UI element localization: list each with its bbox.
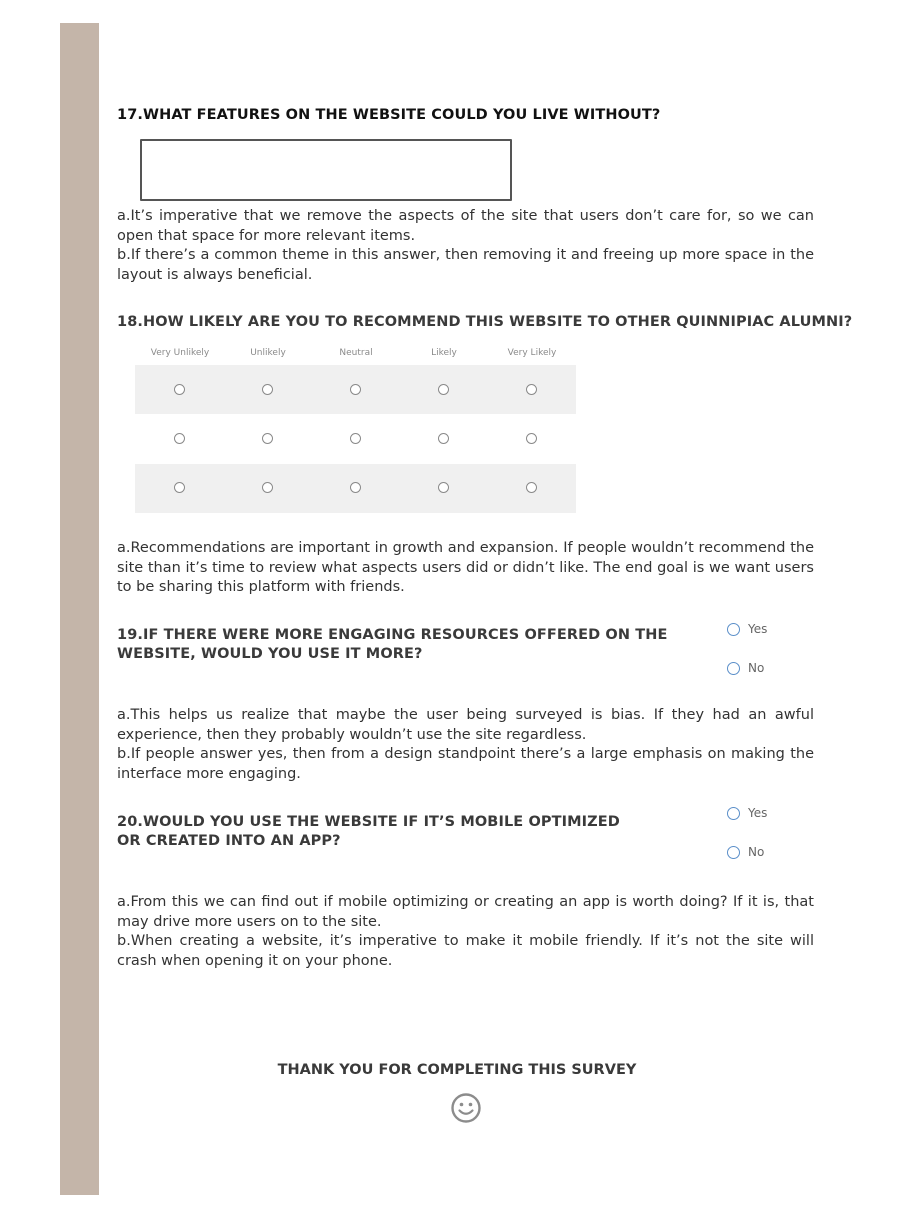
question-19-notes (117, 706, 814, 785)
question-19-note-a: a.This helps us realize that maybe the user being surveyed is bias. If they had an awful experience, then they probably wouldn’t use the site regardless. (117, 707, 814, 743)
likert-radio[interactable] (350, 482, 361, 493)
likert-row (135, 414, 576, 463)
question-17-notes (117, 207, 814, 286)
radio-circle-icon[interactable] (727, 846, 740, 859)
option-label: Yes (748, 806, 768, 820)
likert-radio[interactable] (438, 433, 449, 444)
option-label: No (748, 661, 765, 675)
question-17-text-input[interactable] (140, 139, 512, 201)
radio-circle-icon[interactable] (727, 807, 740, 820)
likert-radio[interactable] (174, 433, 185, 444)
scale-label-very-unlikely: Very Unlikely (150, 348, 210, 358)
question-17-note-b: b.If there’s a common theme in this answer, then removing it and freeing up more space in the layout is always beneficial. (117, 247, 814, 284)
question-18-note-a: a.Recommendations are important in growth and expansion. If people wouldn’t recommend the site than it’s time to review what aspects users did or didn’t like. The end goal is we want users to be sharing this platform with friends. (117, 540, 814, 596)
question-20-title: 20.WOULD YOU USE THE WEBSITE IF IT’S MOBILE OPTIMIZED OR CREATED INTO AN APP? (117, 814, 620, 849)
question-19-note-b: b.If people answer yes, then from a design standpoint there’s a large emphasis on making the interface more engaging. (117, 746, 814, 783)
thank-you-message: THANK YOU FOR COMPLETING THIS SURVEY (277, 1062, 637, 1078)
question-17-note-a: a.It’s imperative that we remove the aspects of the site that users don’t care for, so we can open that space for more relevant items. (117, 208, 814, 244)
likert-radio[interactable] (174, 482, 185, 493)
likert-radio[interactable] (350, 384, 361, 395)
scale-label-very-likely: Very Likely (507, 348, 557, 358)
likert-radio[interactable] (526, 433, 537, 444)
likert-radio[interactable] (438, 384, 449, 395)
likert-radio[interactable] (438, 482, 449, 493)
question-18-title: 18.HOW LIKELY ARE YOU TO RECOMMEND THIS WEBSITE TO OTHER QUINNIPIAC ALUMNI? (117, 314, 853, 330)
radio-circle-icon[interactable] (727, 662, 740, 675)
scale-label-unlikely: Unlikely (250, 348, 286, 358)
question-18-notes (117, 539, 814, 598)
scale-label-neutral: Neutral (339, 348, 373, 358)
smiley-icon (450, 1092, 482, 1124)
question-17-title: 17.WHAT FEATURES ON THE WEBSITE COULD YOU LIVE WITHOUT? (117, 107, 661, 123)
question-20-note-a: a.From this we can find out if mobile optimizing or creating an app is worth doing? If it is, that may drive more users on to the site. (117, 894, 814, 930)
likert-scale (135, 344, 576, 514)
likert-radio[interactable] (174, 384, 185, 395)
radio-circle-icon[interactable] (727, 623, 740, 636)
likert-radio[interactable] (262, 433, 273, 444)
scale-label-likely: Likely (431, 348, 457, 358)
option-label: Yes (748, 622, 768, 636)
question-20-note-b: b.When creating a website, it’s imperative to make it mobile friendly. If it’s not the site will crash when opening it on your phone. (117, 933, 814, 970)
question-20-notes (117, 893, 814, 972)
likert-radio[interactable] (262, 482, 273, 493)
likert-radio[interactable] (526, 384, 537, 395)
question-19-title: 19.IF THERE WERE MORE ENGAGING RESOURCES OFFERED ON THE WEBSITE, WOULD YOU USE IT MORE? (117, 627, 668, 662)
likert-radio[interactable] (262, 384, 273, 395)
likert-radio[interactable] (526, 482, 537, 493)
likert-radio[interactable] (350, 433, 361, 444)
likert-row (135, 365, 576, 414)
likert-row (135, 464, 576, 513)
option-label: No (748, 845, 765, 859)
side-bar (60, 23, 99, 1195)
